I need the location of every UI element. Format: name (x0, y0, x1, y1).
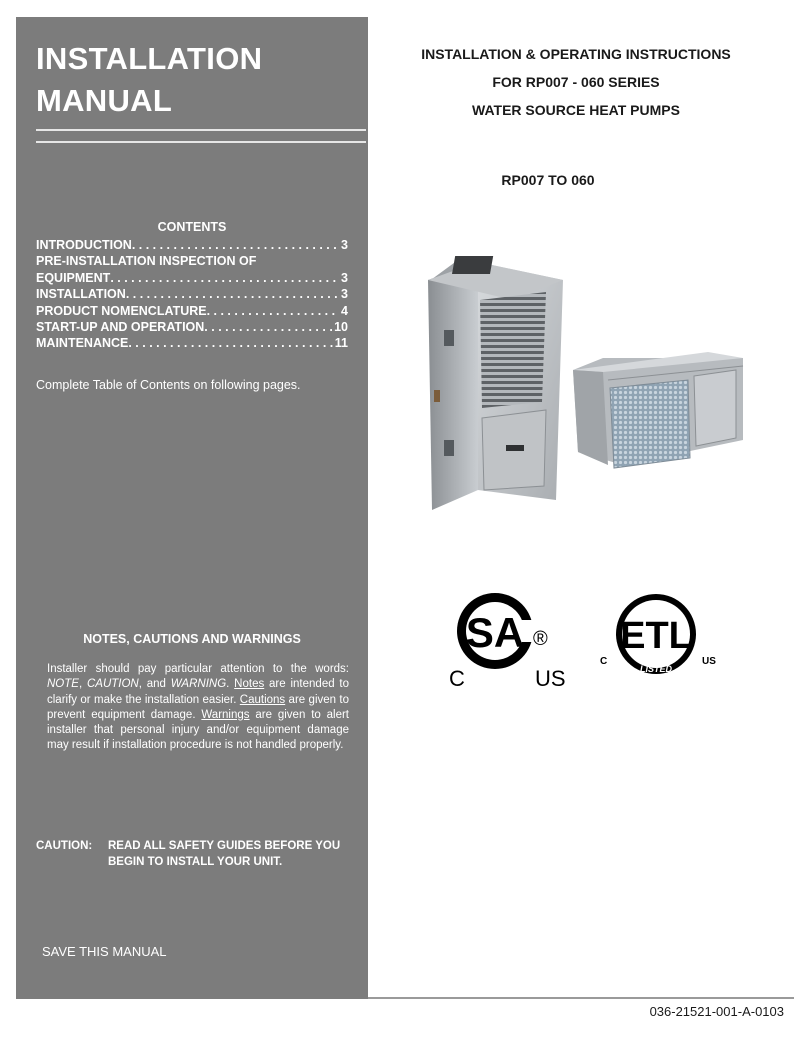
toc-leader (207, 303, 339, 319)
csa-registered-mark: ® (533, 628, 548, 650)
toc-leader (128, 335, 332, 351)
notes-text: , (78, 678, 87, 691)
caution-label: CAUTION: (36, 840, 93, 852)
table-of-contents (36, 237, 348, 352)
toc-leader (204, 319, 332, 335)
csa-letters: SA (465, 609, 525, 656)
notes-text: Installer should pay particular attention to the words: (47, 663, 349, 675)
notes-paragraph (47, 662, 349, 754)
etl-c-label: C (600, 656, 608, 667)
vertical-heat-pump-unit (428, 256, 563, 510)
etl-listed-logo (598, 592, 723, 692)
etl-us-label: US (702, 656, 716, 667)
caution-line1: READ ALL SAFETY GUIDES BEFORE YOU (108, 840, 341, 852)
save-manual-note: SAVE THIS MANUAL (42, 944, 167, 959)
caution-line2: BEGIN TO INSTALL YOUR UNIT. (108, 856, 283, 868)
manual-title-line1: INSTALLATION (36, 41, 263, 76)
caution-word: CAUTION (86, 678, 139, 691)
document-title-line3: WATER SOURCE HEAT PUMPS (472, 102, 680, 118)
contents-heading: CONTENTS (157, 220, 227, 234)
toc-item-page: 3 (341, 270, 348, 285)
complete-toc-note: Complete Table of Contents on following pages. (36, 378, 301, 392)
toc-leader (132, 237, 339, 253)
etl-letters: ETL (620, 615, 692, 657)
model-range: RP007 TO 060 (501, 172, 595, 188)
toc-leader (110, 270, 339, 286)
toc-item-maintenance[interactable] (36, 335, 348, 351)
notes-text: are given to prevent equipment damage. (47, 693, 349, 721)
toc-item-installation[interactable] (36, 286, 348, 302)
toc-item-pre-installation[interactable] (36, 253, 348, 269)
caution-text (108, 838, 356, 870)
caution-block (36, 838, 356, 870)
cautions-label: Cautions (239, 693, 286, 706)
document-title (380, 40, 772, 124)
toc-item-title: PRE-INSTALLATION INSPECTION OF (36, 254, 257, 269)
toc-leader (126, 286, 339, 302)
notes-text: are given to alert installer that personal injury and/or equipment damage may result if installation procedure is not handled properly. (47, 708, 350, 752)
notes-heading: NOTES, CAUTIONS AND WARNINGS (83, 632, 301, 646)
toc-item-page: 3 (341, 238, 348, 252)
toc-item-page: 4 (341, 303, 348, 318)
notes-label: Notes (234, 678, 265, 691)
toc-item-startup-operation[interactable] (36, 319, 348, 335)
document-number: 036-21521-001-A-0103 (649, 1004, 784, 1019)
toc-item-title: INSTALLATION (36, 287, 126, 302)
manual-title (36, 38, 262, 122)
toc-item-page: 11 (334, 336, 348, 351)
toc-item-title: PRODUCT NOMENCLATURE (36, 303, 207, 318)
csa-c-label: C (449, 666, 465, 691)
csa-certification-logo (445, 590, 580, 695)
manual-title-line2: MANUAL (36, 83, 173, 118)
document-title-line2: FOR RP007 - 060 SERIES (492, 74, 660, 90)
note-word: NOTE (47, 678, 79, 691)
notes-text: are intended to clarify or make the installation easier. (47, 678, 350, 706)
toc-item-title: MAINTENANCE (36, 336, 129, 351)
notes-text: . (226, 678, 235, 691)
warnings-label: Warnings (201, 708, 250, 721)
csa-us-label: US (535, 666, 566, 691)
horizontal-heat-pump-unit (573, 352, 743, 468)
product-photo (418, 240, 748, 515)
title-rule-top (36, 129, 366, 131)
footer-rule (368, 997, 794, 999)
warning-word: WARNING (170, 678, 227, 691)
toc-item-title: START-UP AND OPERATION (36, 320, 205, 335)
toc-item-title: INTRODUCTION (36, 238, 132, 252)
toc-item-page: 3 (341, 287, 348, 302)
toc-item-equipment[interactable] (36, 270, 348, 286)
document-title-line1: INSTALLATION & OPERATING INSTRUCTIONS (421, 46, 731, 62)
toc-item-product-nomenclature[interactable] (36, 303, 348, 319)
title-rule-bottom (36, 141, 366, 143)
toc-item-title: EQUIPMENT (36, 270, 111, 285)
toc-item-page: 10 (334, 320, 348, 335)
notes-text: , and (138, 678, 171, 691)
etl-listed-label: LISTED (639, 664, 673, 674)
toc-item-introduction[interactable] (36, 237, 348, 253)
